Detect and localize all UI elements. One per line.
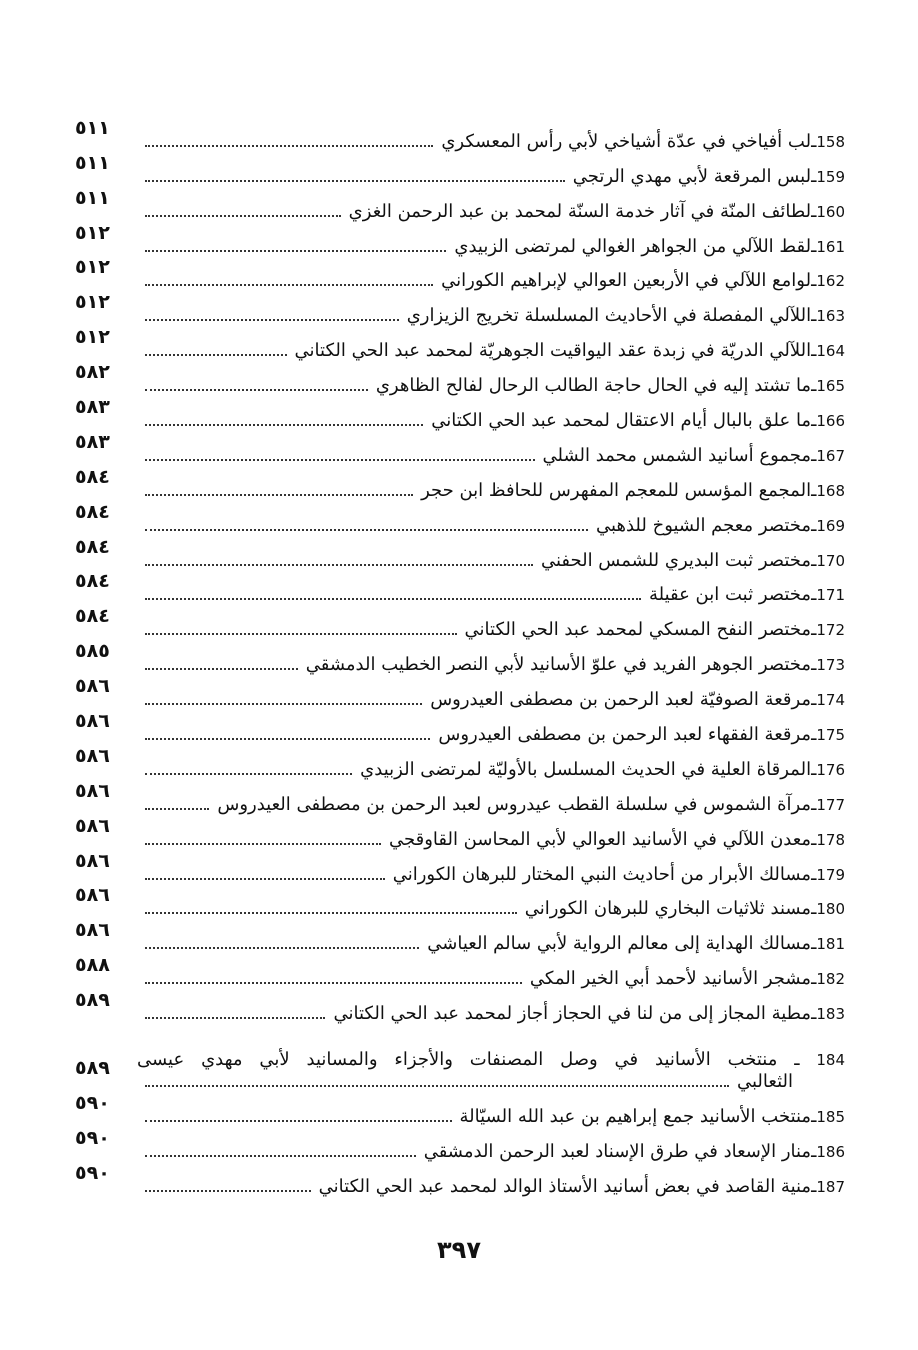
toc-entry (75, 432, 845, 467)
entry-separator: ـ (777, 1049, 817, 1071)
toc-entry (75, 467, 845, 502)
toc-entry (75, 1128, 845, 1163)
entry-title: اللآلي المفصلة في الأحاديث المسلسلة تخريج الزيزاري (406, 305, 812, 327)
entry-page: ٥٨٤ (75, 500, 110, 523)
entry-separator: ـ (811, 968, 817, 990)
toc-entry (75, 886, 845, 921)
entry-number: 159 (816, 167, 845, 186)
entry-page: ٥٨٦ (75, 779, 110, 802)
entry-separator: ـ (811, 863, 817, 885)
dot-leader (145, 912, 517, 914)
toc-entry (75, 292, 845, 327)
entry-title: مشجر الأسانيد لأحمد أبي الخير المكي (529, 968, 812, 990)
entry-title: لوامع اللآلي في الأربعين العوالي لإبراهيم الكوراني (441, 270, 812, 292)
entry-title: المرقاة العلية في الحديث المسلسل بالأوليّة لمرتضى الزبيدي (360, 758, 812, 780)
entry-page: ٥٩٠ (75, 1126, 110, 1149)
entry-separator: ـ (811, 619, 817, 641)
entry-separator: ـ (811, 1106, 817, 1128)
toc-entry (75, 816, 845, 851)
entry-title: المجمع المؤسس للمعجم المفهرس للحافظ ابن حجر (421, 479, 812, 501)
entry-number: 181 (816, 935, 845, 954)
toc-entry (75, 258, 845, 293)
toc-entry (75, 153, 845, 188)
entry-title: مختصر الجوهر الفريد في علوّ الأسانيد لأبي النصر الخطيب الدمشقي (305, 654, 812, 676)
entry-number: 171 (816, 586, 845, 605)
entry-title: ما تشتد إليه في الحال حاجة الطالب الرحال لفالح الظاهري (375, 375, 812, 397)
dot-leader (145, 1120, 452, 1122)
dot-leader (145, 250, 446, 252)
entry-number: 162 (816, 272, 845, 291)
entry-title: منتخب الأسانيد في وصل المصنفات والأجزاء والمسانيد لأبي مهدي عيسى (137, 1049, 778, 1071)
entry-number: 160 (816, 202, 845, 221)
entry-number: 184 (816, 1051, 845, 1070)
toc-entry (75, 188, 845, 223)
entry-separator: ـ (811, 1003, 817, 1025)
dot-leader (145, 354, 287, 356)
entry-number: 179 (816, 865, 845, 884)
dot-leader (145, 459, 535, 461)
entry-page: ٥٨٣ (75, 396, 110, 419)
entry-page: ٥١٢ (75, 326, 110, 349)
dot-leader (145, 738, 430, 740)
entry-page: ٥٨٩ (75, 989, 110, 1012)
entry-title: منتخب الأسانيد جمع إبراهيم بن عبد الله السيّالة (459, 1106, 812, 1128)
entry-title: مسالك الهداية إلى معالم الرواية لأبي سالم العياشي (427, 933, 812, 955)
entry-title: مختصر ثبت ابن عقيلة (648, 584, 812, 606)
entry-title: معدن اللآلي في الأسانيد العوالي لأبي المحاسن القاوقجي (388, 828, 812, 850)
toc-entry (75, 572, 845, 607)
entry-separator: ـ (811, 514, 817, 536)
page-number: ٣٩٧ (437, 1236, 481, 1264)
entry-number: 169 (816, 516, 845, 535)
entry-separator: ـ (811, 1140, 817, 1162)
entry-number: 180 (816, 900, 845, 919)
entry-number: 183 (816, 1005, 845, 1024)
entry-separator: ـ (811, 689, 817, 711)
entry-page: ٥٨٤ (75, 465, 110, 488)
entry-separator: ـ (811, 654, 817, 676)
entry-page: ٥٨٢ (75, 361, 110, 384)
dot-leader (145, 1155, 416, 1157)
entry-number: 168 (816, 481, 845, 500)
dot-leader (145, 494, 413, 496)
dot-leader (145, 808, 209, 810)
entry-number: 185 (816, 1108, 845, 1127)
dot-leader (145, 284, 433, 286)
entry-title: مجموع أسانيد الشمس محمد الشلي (542, 444, 812, 466)
toc-entry (75, 920, 845, 955)
dot-leader (145, 389, 368, 391)
entry-separator: ـ (811, 828, 817, 850)
entry-separator: ـ (811, 898, 817, 920)
dot-leader (145, 947, 419, 949)
toc-entry (75, 851, 845, 886)
dot-leader (145, 1190, 311, 1192)
entry-number: 161 (816, 237, 845, 256)
entry-title: مختصر معجم الشيوخ للذهبي (596, 514, 812, 536)
entry-title-continuation: الثعالبي (736, 1071, 793, 1093)
entry-title: مختصر النفح المسكي لمحمد عبد الحي الكتاني (464, 619, 812, 641)
toc-entry (75, 781, 845, 816)
entry-page: ٥١٢ (75, 291, 110, 314)
entry-separator: ـ (811, 758, 817, 780)
toc-entry (75, 1093, 845, 1128)
entry-number: 167 (816, 446, 845, 465)
entry-page: ٥٨٦ (75, 884, 110, 907)
entry-number: 186 (816, 1142, 845, 1161)
dot-leader (145, 773, 352, 775)
entry-page: ٥٩٠ (75, 1092, 110, 1115)
entry-page: ٥١٢ (75, 256, 110, 279)
toc-entry (75, 118, 845, 153)
entry-separator: ـ (811, 479, 817, 501)
entry-separator: ـ (811, 340, 817, 362)
toc-entry (75, 397, 845, 432)
entry-number: 182 (816, 970, 845, 989)
entry-title: لبس المرقعة لأبي مهدي الرتجي (572, 165, 812, 187)
dot-leader (145, 424, 423, 426)
entry-page: ٥٨٦ (75, 814, 110, 837)
entry-separator: ـ (811, 130, 817, 152)
entry-separator: ـ (811, 724, 817, 746)
entry-title: مسالك الأبرار من أحاديث النبي المختار للبرهان الكوراني (392, 863, 812, 885)
dot-leader (145, 319, 399, 321)
entry-title: منار الإسعاد في طرق الإسناد لعبد الرحمن الدمشقي (423, 1140, 812, 1162)
entry-page: ٥٨٦ (75, 710, 110, 733)
toc-entry (75, 955, 845, 990)
toc-entry (75, 676, 845, 711)
entry-separator: ـ (811, 375, 817, 397)
entry-page: ٥١٢ (75, 221, 110, 244)
dot-leader (145, 843, 381, 845)
entry-separator: ـ (811, 165, 817, 187)
toc-entry (75, 641, 845, 676)
entry-title: ما علق بالبال أيام الاعتقال لمحمد عبد الحي الكتاني (431, 410, 812, 432)
entry-page: ٥٨٦ (75, 744, 110, 767)
entry-page: ٥٨٨ (75, 954, 110, 977)
entry-number: 172 (816, 621, 845, 640)
toc-entry (75, 223, 845, 258)
toc-entry (75, 537, 845, 572)
entry-page: ٥١١ (75, 186, 110, 209)
table-of-contents (75, 118, 845, 1198)
toc-entry (75, 711, 845, 746)
entry-title: لطائف المنّة في آثار خدمة السنّة لمحمد بن عبد الرحمن الغزي (348, 200, 812, 222)
toc-entry (75, 606, 845, 641)
entry-separator: ـ (811, 549, 817, 571)
entry-page: ٥٨٩ (75, 1057, 110, 1080)
entry-page: ٥١١ (75, 151, 110, 174)
entry-number: 177 (816, 795, 845, 814)
entry-page: ٥٨٦ (75, 919, 110, 942)
dot-leader (145, 564, 533, 566)
entry-number: 174 (816, 691, 845, 710)
dot-leader (145, 633, 457, 635)
entry-page: ٥٨٣ (75, 430, 110, 453)
entry-separator: ـ (811, 270, 817, 292)
entry-title: مطية المجاز إلى من لنا في الحجاز أجاز لمحمد عبد الحي الكتاني (333, 1003, 812, 1025)
dot-leader (145, 1085, 729, 1087)
entry-separator: ـ (811, 235, 817, 257)
dot-leader (145, 1017, 325, 1019)
entry-title: منية القاصد في بعض أسانيد الأستاذ الوالد لمحمد عبد الحي الكتاني (318, 1175, 812, 1197)
dot-leader (145, 529, 588, 531)
entry-title: لب أفياخي في عدّة أشياخي لأبي رأس المعسكري (441, 130, 812, 152)
dot-leader (145, 180, 565, 182)
dot-leader (145, 703, 422, 705)
entry-title: مرقعة الصوفيّة لعبد الرحمن بن مصطفى العيدروس (430, 689, 812, 711)
toc-entry (75, 502, 845, 537)
entry-title: مرقعة الفقهاء لعبد الرحمن بن مصطفى العيدروس (438, 724, 812, 746)
entry-number: 176 (816, 760, 845, 779)
toc-entry (75, 990, 845, 1025)
entry-page: ٥٨٥ (75, 640, 110, 663)
dot-leader (145, 145, 433, 147)
entry-number: 163 (816, 307, 845, 326)
toc-entry (75, 327, 845, 362)
toc-entry (75, 746, 845, 781)
entry-separator: ـ (811, 305, 817, 327)
dot-leader (145, 598, 641, 600)
dot-leader (145, 878, 385, 880)
entry-title: اللآلي الدريّة في زبدة عقد اليواقيت الجوهريّة لمحمد عبد الحي الكتاني (294, 340, 812, 362)
entry-title: مسند ثلاثيات البخاري للبرهان الكوراني (524, 898, 812, 920)
entry-page: ٥٨٤ (75, 535, 110, 558)
dot-leader (145, 668, 298, 670)
toc-entry (75, 1163, 845, 1198)
entry-number: 173 (816, 656, 845, 675)
entry-separator: ـ (811, 1175, 817, 1197)
entry-page: ٥٨٤ (75, 570, 110, 593)
entry-page: ٥١١ (75, 116, 110, 139)
entry-number: 165 (816, 377, 845, 396)
entry-number: 170 (816, 551, 845, 570)
entry-title: لقط اللآلي من الجواهر الغوالي لمرتضى الزبيدي (454, 235, 812, 257)
dot-leader (145, 982, 522, 984)
entry-number: 187 (816, 1177, 845, 1196)
entry-number: 166 (816, 412, 845, 431)
entry-separator: ـ (811, 793, 817, 815)
entry-title: مختصر ثبت البديري للشمس الحفني (540, 549, 812, 571)
toc-entry (75, 362, 845, 397)
entry-number: 158 (816, 132, 845, 151)
entry-separator: ـ (811, 444, 817, 466)
entry-separator: ـ (811, 933, 817, 955)
entry-page: ٥٨٤ (75, 605, 110, 628)
entry-number: 175 (816, 726, 845, 745)
entry-separator: ـ (811, 410, 817, 432)
entry-number: 164 (816, 342, 845, 361)
entry-page: ٥٩٠ (75, 1161, 110, 1184)
entry-separator: ـ (811, 584, 817, 606)
entry-page: ٥٨٦ (75, 849, 110, 872)
entry-title: مرآة الشموس في سلسلة القطب عيدروس لعبد الرحمن بن مصطفى العيدروس (217, 793, 812, 815)
entry-separator: ـ (811, 200, 817, 222)
dot-leader (145, 215, 341, 217)
entry-number: 178 (816, 830, 845, 849)
toc-entry (75, 1025, 845, 1093)
entry-page: ٥٨٦ (75, 675, 110, 698)
